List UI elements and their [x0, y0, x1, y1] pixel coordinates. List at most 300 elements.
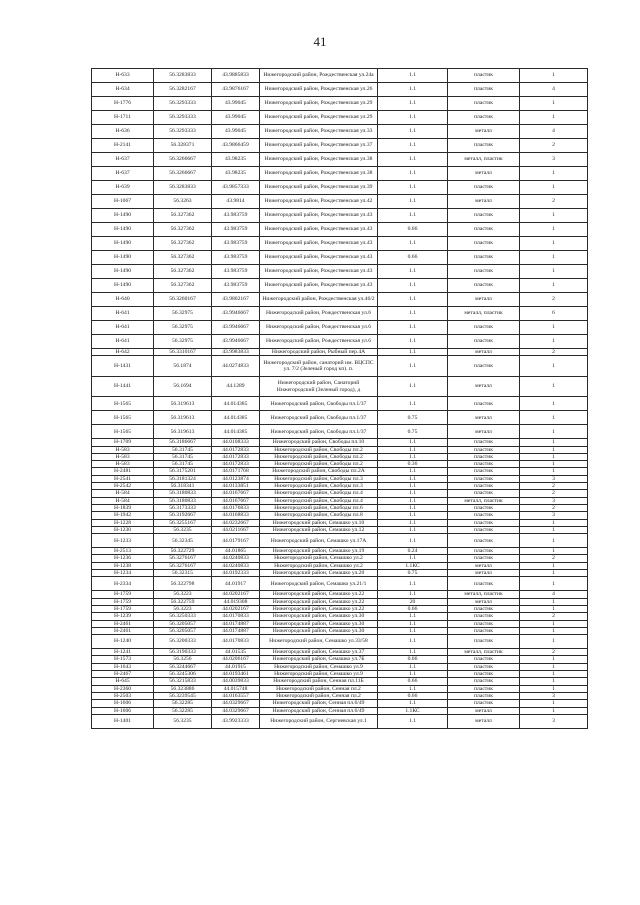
- count-cell: 1: [520, 526, 588, 533]
- address-cell: Нижегородский район, Свободы пл.2: [260, 446, 378, 453]
- address-cell: Нижегородский район, Рождественская ул.43: [260, 265, 378, 279]
- site-id-cell: Н-1401: [92, 714, 154, 728]
- latitude-cell: 56.322798: [154, 577, 212, 591]
- longitude-cell: 44.01535: [212, 649, 260, 656]
- material-cell: пластик: [448, 678, 520, 685]
- count-cell: 1: [520, 548, 588, 555]
- longitude-cell: 44.0274833: [212, 356, 260, 377]
- count-cell: 1: [520, 635, 588, 649]
- address-cell: Нижегородский район, Семашко ул.20: [260, 570, 378, 577]
- table-row: [92, 468, 588, 475]
- latitude-cell: 56.3293333: [154, 111, 212, 125]
- volume-cell: 1.1: [378, 139, 448, 153]
- table-row: [92, 139, 588, 153]
- longitude-cell: 44.0193461: [212, 671, 260, 678]
- volume-cell: 1.1КС: [378, 707, 448, 714]
- material-cell: пластик: [448, 512, 520, 519]
- address-cell: Нижегородский район, Сенная пл.2: [260, 692, 378, 699]
- table-row: [92, 335, 588, 349]
- longitude-cell: 44.0202167: [212, 605, 260, 612]
- volume-cell: 0.75: [378, 411, 448, 425]
- latitude-cell: 56.3266667: [154, 167, 212, 181]
- count-cell: 1: [520, 656, 588, 663]
- address-cell: Нижегородский район, Семашко ул.9: [260, 663, 378, 670]
- count-cell: 1: [520, 223, 588, 237]
- longitude-cell: 44.0174887: [212, 627, 260, 634]
- address-cell: Нижегородский район, Рождественская ул.43: [260, 251, 378, 265]
- site-id-cell: Н-1228: [92, 519, 154, 526]
- address-cell: Нижегородский район, санаторий им. ВЦСПС ул. 7/2 (Зеленый город кп). п.: [260, 356, 378, 377]
- longitude-cell: 44.0172833: [212, 453, 260, 460]
- table-row: [92, 251, 588, 265]
- table-row: [92, 349, 588, 356]
- longitude-cell: 43.983759: [212, 265, 260, 279]
- volume-cell: 1.1: [378, 671, 448, 678]
- longitude-cell: 43.99045: [212, 111, 260, 125]
- table-row: [92, 627, 588, 634]
- longitude-cell: 44.01865: [212, 548, 260, 555]
- site-id-cell: Н-1239: [92, 613, 154, 620]
- address-cell: Нижегородский район, Рождественская ул.38: [260, 153, 378, 167]
- volume-cell: 1.1: [378, 397, 448, 411]
- volume-cell: 1.1: [378, 475, 448, 482]
- address-cell: Нижегородский район, Семашко ул.21/1: [260, 577, 378, 591]
- longitude-cell: 44.0174887: [212, 620, 260, 627]
- longitude-cell: 43.983759: [212, 209, 260, 223]
- volume-cell: 1.1: [378, 577, 448, 591]
- latitude-cell: 56.3223: [154, 591, 212, 598]
- latitude-cell: 56.322729: [154, 548, 212, 555]
- volume-cell: 1.1: [378, 83, 448, 97]
- count-cell: 1: [520, 97, 588, 111]
- container-sites-table: [91, 68, 588, 729]
- address-cell: Нижегородский район, Сергиевская ул.1: [260, 714, 378, 728]
- table-row: [92, 446, 588, 453]
- site-id-cell: Н-1490: [92, 279, 154, 293]
- table-row: [92, 497, 588, 504]
- site-id-cell: Н-1606: [92, 707, 154, 714]
- material-cell: пластик: [448, 111, 520, 125]
- table-row: [92, 356, 588, 377]
- longitude-cell: 43.9946667: [212, 335, 260, 349]
- longitude-cell: 43.983759: [212, 223, 260, 237]
- table-row: [92, 223, 588, 237]
- longitude-cell: 44.0039833: [212, 678, 260, 685]
- latitude-cell: 56.1874: [154, 356, 212, 377]
- volume-cell: 1.1: [378, 321, 448, 335]
- address-cell: Нижегородский район, Свободы пл.1/37: [260, 411, 378, 425]
- longitude-cell: 43.983759: [212, 237, 260, 251]
- site-id-cell: Н-1759: [92, 598, 154, 605]
- longitude-cell: 44.014385: [212, 425, 260, 439]
- longitude-cell: 44.0176833: [212, 504, 260, 511]
- material-cell: металл: [448, 562, 520, 569]
- material-cell: пластик: [448, 335, 520, 349]
- site-id-cell: Н-641: [92, 321, 154, 335]
- longitude-cell: 44.1289: [212, 376, 260, 397]
- volume-cell: 1.1: [378, 526, 448, 533]
- longitude-cell: 44.0211667: [212, 526, 260, 533]
- material-cell: металл: [448, 425, 520, 439]
- table-row: [92, 483, 588, 490]
- material-cell: пластик: [448, 534, 520, 548]
- address-cell: Нижегородский район, Семашко ул.2: [260, 562, 378, 569]
- volume-cell: 1.1: [378, 453, 448, 460]
- longitude-cell: 44.0240833: [212, 555, 260, 562]
- table-row: [92, 692, 588, 699]
- table-row: [92, 321, 588, 335]
- site-id-cell: Н-2467: [92, 671, 154, 678]
- latitude-cell: 56.3244667: [154, 663, 212, 670]
- address-cell: Нижегородский район, Семашко ул.33/58: [260, 635, 378, 649]
- count-cell: 1: [520, 265, 588, 279]
- count-cell: 1: [520, 397, 588, 411]
- site-id-cell: Н-1238: [92, 562, 154, 569]
- site-id-cell: Н-1565: [92, 425, 154, 439]
- site-id-cell: Н-1490: [92, 251, 154, 265]
- longitude-cell: 44.0163557: [212, 692, 260, 699]
- site-id-cell: Н-1067: [92, 195, 154, 209]
- longitude-cell: 43.983759: [212, 251, 260, 265]
- site-id-cell: Н-2141: [92, 139, 154, 153]
- address-cell: Нижегородский район, Рождественская ул.26: [260, 83, 378, 97]
- table-row: [92, 577, 588, 591]
- volume-cell: 20: [378, 598, 448, 605]
- site-id-cell: Н-1241: [92, 649, 154, 656]
- count-cell: 6: [520, 307, 588, 321]
- count-cell: 4: [520, 591, 588, 598]
- longitude-cell: 43.9946667: [212, 321, 260, 335]
- longitude-cell: 44.015748: [212, 685, 260, 692]
- table-row: [92, 534, 588, 548]
- table-row: [92, 649, 588, 656]
- site-id-cell: Н-633: [92, 69, 154, 83]
- latitude-cell: 56.31745: [154, 446, 212, 453]
- count-cell: 1: [520, 605, 588, 612]
- table-row: [92, 69, 588, 83]
- volume-cell: 1.1КС: [378, 562, 448, 569]
- site-id-cell: Н-634: [92, 83, 154, 97]
- longitude-cell: 43.9923333: [212, 714, 260, 728]
- latitude-cell: 56.318341: [154, 483, 212, 490]
- material-cell: металл: [448, 293, 520, 307]
- latitude-cell: 56.3245306: [154, 671, 212, 678]
- material-cell: пластик: [448, 439, 520, 446]
- address-cell: Нижегородский район, Свободы пл.2А: [260, 468, 378, 475]
- count-cell: 1: [520, 685, 588, 692]
- site-id-cell: Н-583: [92, 461, 154, 468]
- count-cell: 1: [520, 663, 588, 670]
- volume-cell: 1.1: [378, 714, 448, 728]
- latitude-cell: 56.3239545: [154, 692, 212, 699]
- latitude-cell: 56.3250333: [154, 613, 212, 620]
- site-id-cell: Н-2360: [92, 685, 154, 692]
- latitude-cell: 56.3276167: [154, 562, 212, 569]
- latitude-cell: 56.3256: [154, 656, 212, 663]
- latitude-cell: 56.3283833: [154, 181, 212, 195]
- volume-cell: 1.1: [378, 181, 448, 195]
- latitude-cell: 56.1694: [154, 376, 212, 397]
- material-cell: металл: [448, 707, 520, 714]
- address-cell: Нижегородский район, Свободы пл.3: [260, 483, 378, 490]
- material-cell: пластик: [448, 356, 520, 377]
- longitude-cell: 43.99045: [212, 97, 260, 111]
- latitude-cell: 56.328371: [154, 139, 212, 153]
- latitude-cell: 56.327362: [154, 237, 212, 251]
- volume-cell: 1.1: [378, 153, 448, 167]
- longitude-cell: 44.0108333: [212, 439, 260, 446]
- latitude-cell: 56.3310167: [154, 349, 212, 356]
- address-cell: Нижегородский район, Рождественская ул.43: [260, 237, 378, 251]
- latitude-cell: 56.3260167: [154, 293, 212, 307]
- material-cell: пластик: [448, 577, 520, 591]
- count-cell: 2: [520, 490, 588, 497]
- address-cell: Нижегородский район, Рождественская ул.29: [260, 111, 378, 125]
- latitude-cell: 56.32345: [154, 534, 212, 548]
- count-cell: 1: [520, 167, 588, 181]
- longitude-cell: 44.0170833: [212, 613, 260, 620]
- material-cell: пластик: [448, 555, 520, 562]
- longitude-cell: 44.0168833: [212, 512, 260, 519]
- material-cell: пластик: [448, 620, 520, 627]
- site-id-cell: Н-2481: [92, 468, 154, 475]
- longitude-cell: 43.99045: [212, 125, 260, 139]
- address-cell: Нижегородский район, Семашко ул.10: [260, 519, 378, 526]
- count-cell: 1: [520, 461, 588, 468]
- table-row: [92, 685, 588, 692]
- longitude-cell: 44.01915: [212, 663, 260, 670]
- address-cell: Нижегородский район, Свободы пл.1/37: [260, 425, 378, 439]
- latitude-cell: 56.3283833: [154, 69, 212, 83]
- address-cell: Нижегородский район, Семашко ул.22: [260, 605, 378, 612]
- volume-cell: 1.1: [378, 512, 448, 519]
- site-id-cell: Н-1565: [92, 397, 154, 411]
- longitude-cell: 43.9946667: [212, 307, 260, 321]
- longitude-cell: 44.0206167: [212, 656, 260, 663]
- volume-cell: 1.1: [378, 490, 448, 497]
- table-row: [92, 237, 588, 251]
- table-row: [92, 111, 588, 125]
- table-row: [92, 397, 588, 411]
- material-cell: металл: [448, 349, 520, 356]
- material-cell: пластик: [448, 251, 520, 265]
- address-cell: Нижегородский район, Семашко ул.30: [260, 620, 378, 627]
- address-cell: Нижегородский район, Рождественская ул.43: [260, 223, 378, 237]
- material-cell: пластик: [448, 97, 520, 111]
- site-id-cell: Н-637: [92, 167, 154, 181]
- material-cell: пластик: [448, 490, 520, 497]
- table-row: [92, 504, 588, 511]
- volume-cell: 1.1: [378, 439, 448, 446]
- material-cell: пластик: [448, 519, 520, 526]
- table-row: [92, 707, 588, 714]
- volume-cell: 0.66: [378, 692, 448, 699]
- volume-cell: 1.1: [378, 685, 448, 692]
- count-cell: 3: [520, 692, 588, 699]
- volume-cell: 1.1: [378, 265, 448, 279]
- table-row: [92, 376, 588, 397]
- address-cell: Нижегородский район, Сенная пл.2: [260, 685, 378, 692]
- latitude-cell: 56.327362: [154, 223, 212, 237]
- count-cell: 1: [520, 678, 588, 685]
- address-cell: Нижегородский район, Рождественская ул.29: [260, 97, 378, 111]
- address-cell: Нижегородский район, Рождественская ул.37: [260, 139, 378, 153]
- table-row: [92, 425, 588, 439]
- count-cell: 1: [520, 671, 588, 678]
- site-id-cell: Н-641: [92, 335, 154, 349]
- count-cell: 1: [520, 209, 588, 223]
- latitude-cell: 56.3181324: [154, 475, 212, 482]
- site-id-cell: Н-639: [92, 181, 154, 195]
- page-number: 41: [313, 34, 327, 49]
- count-cell: 1: [520, 453, 588, 460]
- site-id-cell: Н-1431: [92, 356, 154, 377]
- volume-cell: 1.1: [378, 620, 448, 627]
- volume-cell: 0.75: [378, 425, 448, 439]
- material-cell: пластик: [448, 265, 520, 279]
- volume-cell: 0.24: [378, 548, 448, 555]
- site-id-cell: Н-645: [92, 678, 154, 685]
- count-cell: 1: [520, 111, 588, 125]
- volume-cell: 1.1: [378, 468, 448, 475]
- address-cell: Нижегородский район, Рыбный пер.4А: [260, 349, 378, 356]
- address-cell: Нижегородский район, Семашко ул.2: [260, 555, 378, 562]
- address-cell: Нижегородский район, Семашко ул.22: [260, 598, 378, 605]
- count-cell: 3: [520, 512, 588, 519]
- latitude-cell: 56.319613: [154, 397, 212, 411]
- table-row: [92, 591, 588, 598]
- count-cell: 1: [520, 425, 588, 439]
- material-cell: пластик: [448, 139, 520, 153]
- latitude-cell: 56.322759: [154, 598, 212, 605]
- site-id-cell: Н-641: [92, 307, 154, 321]
- volume-cell: 0.36: [378, 461, 448, 468]
- address-cell: Нижегородский район, Сенная пл.6/49: [260, 700, 378, 707]
- site-id-cell: Н-636: [92, 125, 154, 139]
- count-cell: 1: [520, 69, 588, 83]
- count-cell: 2: [520, 649, 588, 656]
- longitude-cell: 44.0329667: [212, 700, 260, 707]
- count-cell: 1: [520, 627, 588, 634]
- longitude-cell: 44.0172833: [212, 461, 260, 468]
- address-cell: Нижегородский район, Рождественская ул.42: [260, 195, 378, 209]
- address-cell: Нижегородский район, Свободы пл.3: [260, 475, 378, 482]
- address-cell: Нижегородский район, Рождественская ул.39: [260, 181, 378, 195]
- address-cell: Нижегородский район, Сенная пл.6/49: [260, 707, 378, 714]
- material-cell: пластик: [448, 321, 520, 335]
- material-cell: металл: [448, 598, 520, 605]
- material-cell: пластик: [448, 656, 520, 663]
- address-cell: Нижегородский район, Свободы пл.6: [260, 504, 378, 511]
- table-row: [92, 265, 588, 279]
- table-row: [92, 153, 588, 167]
- volume-cell: 1.1: [378, 195, 448, 209]
- material-cell: пластик: [448, 237, 520, 251]
- volume-cell: 1.1: [378, 376, 448, 397]
- material-cell: пластик: [448, 671, 520, 678]
- volume-cell: 1.1: [378, 69, 448, 83]
- volume-cell: 1.1: [378, 97, 448, 111]
- material-cell: металл: [448, 125, 520, 139]
- count-cell: 3: [520, 153, 588, 167]
- volume-cell: 1.1: [378, 209, 448, 223]
- table-row: [92, 307, 588, 321]
- site-id-cell: Н-1490: [92, 265, 154, 279]
- latitude-cell: 56.3293333: [154, 125, 212, 139]
- site-id-cell: Н-2461: [92, 627, 154, 634]
- address-cell: Нижегородский район, Семашко ул.12: [260, 526, 378, 533]
- material-cell: пластик: [448, 83, 520, 97]
- address-cell: Нижегородский район, Свободы пл.4: [260, 490, 378, 497]
- address-cell: Нижегородский район, Рождественская ул.46/2: [260, 293, 378, 307]
- site-id-cell: Н-584: [92, 497, 154, 504]
- volume-cell: 1.1: [378, 504, 448, 511]
- latitude-cell: 56.319613: [154, 425, 212, 439]
- latitude-cell: 56.3235: [154, 526, 212, 533]
- material-cell: пластик: [448, 605, 520, 612]
- table-row: [92, 519, 588, 526]
- volume-cell: 1.1: [378, 356, 448, 377]
- longitude-cell: 44.0192333: [212, 570, 260, 577]
- volume-cell: 0.66: [378, 605, 448, 612]
- latitude-cell: 56.3180833: [154, 490, 212, 497]
- count-cell: 1: [520, 707, 588, 714]
- count-cell: 1: [520, 321, 588, 335]
- volume-cell: 0.66: [378, 251, 448, 265]
- latitude-cell: 56.327362: [154, 251, 212, 265]
- latitude-cell: 56.3263: [154, 195, 212, 209]
- site-id-cell: Н-1711: [92, 111, 154, 125]
- volume-cell: 1.1: [378, 613, 448, 620]
- address-cell: Нижегородский район, Семашко ул.17А: [260, 534, 378, 548]
- material-cell: металл, пластик: [448, 591, 520, 598]
- volume-cell: 1.1: [378, 279, 448, 293]
- count-cell: 1: [520, 335, 588, 349]
- site-id-cell: Н-1759: [92, 591, 154, 598]
- material-cell: металл: [448, 714, 520, 728]
- table-row: [92, 411, 588, 425]
- latitude-cell: 56.3180833: [154, 497, 212, 504]
- material-cell: металл, пластик: [448, 307, 520, 321]
- longitude-cell: 43.98235: [212, 153, 260, 167]
- volume-cell: 1.1: [378, 591, 448, 598]
- longitude-cell: 44.0202167: [212, 591, 260, 598]
- volume-cell: 1.1: [378, 167, 448, 181]
- address-cell: Нижегородский район, Свободы пл.4: [260, 497, 378, 504]
- count-cell: 3: [520, 475, 588, 482]
- table-row: [92, 663, 588, 670]
- table-row: [92, 453, 588, 460]
- volume-cell: 0.75: [378, 570, 448, 577]
- longitude-cell: 44.0172833: [212, 446, 260, 453]
- longitude-cell: 44.0167667: [212, 497, 260, 504]
- address-cell: Нижегородский район, Рождественская ул.43: [260, 279, 378, 293]
- table-row: [92, 671, 588, 678]
- material-cell: металл: [448, 195, 520, 209]
- material-cell: пластик: [448, 397, 520, 411]
- site-id-cell: Н-1233: [92, 534, 154, 548]
- material-cell: пластик: [448, 504, 520, 511]
- material-cell: пластик: [448, 663, 520, 670]
- table-body: [92, 69, 588, 729]
- material-cell: пластик: [448, 635, 520, 649]
- latitude-cell: 56.3205057: [154, 620, 212, 627]
- count-cell: 1: [520, 411, 588, 425]
- volume-cell: 1.1: [378, 446, 448, 453]
- volume-cell: 1.1: [378, 335, 448, 349]
- address-cell: Нижегородский район, Свободы пл.2: [260, 453, 378, 460]
- count-cell: 2: [520, 483, 588, 490]
